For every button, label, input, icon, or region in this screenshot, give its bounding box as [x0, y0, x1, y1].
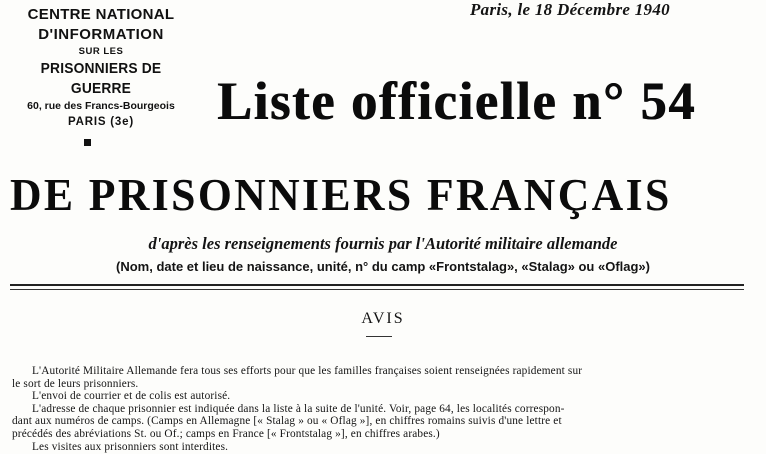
bullet-mark: [84, 139, 91, 146]
org-name-line1: CENTRE NATIONAL: [27, 6, 175, 23]
org-name-line3: SUR LES: [78, 46, 124, 57]
org-address: 60, rue des Francs-Bourgeois: [27, 100, 175, 112]
divider-rule-thick: [10, 284, 744, 286]
notice-body: [12, 365, 747, 453]
notice-paragraph-continuation: le sort de leurs prisonniers.: [12, 377, 139, 390]
notice-paragraph-continuation: précédés des abréviations St. ou Of.; camps en France [« Frontstalag »], en chiffres arabes.): [12, 427, 440, 440]
notice-paragraph-continuation: dant aux numéros de camps. (Camps en Allemagne [« Stalag » ou « Oflag »], en chiffres romains suivis d'une lettre et: [12, 415, 562, 428]
dateline: Paris, le 18 Décembre 1940: [470, 0, 670, 19]
notice-paragraph: L'Autorité Militaire Allemande fera tous ses efforts pour que les familles françaises soient renseignées rapidement sur: [32, 365, 583, 377]
section-heading: AVIS: [361, 310, 405, 327]
notice-paragraph: L'envoi de courrier et de colis est autorisé.: [32, 390, 231, 403]
notice-paragraph: L'adresse de chaque prisonnier est indiquée dans la liste à la suite de l'unité. Voir, page 64, les localités correspon-: [32, 402, 565, 415]
org-name-line4: PRISONNIERS DE GUERRE: [40, 60, 162, 97]
list-title: Liste officielle n° 54: [217, 71, 697, 131]
organization-block: [8, 4, 194, 131]
org-name-line2: D'INFORMATION: [38, 26, 164, 43]
org-city: PARIS (3e): [68, 116, 134, 128]
subtitle: d'après les renseignements fournis par l'Autorité militaire allemande: [148, 234, 618, 253]
parenthetical-note: (Nom, date et lieu de naissance, unité, n° du camp «Frontstalag», «Stalag» ou «Oflag»): [116, 259, 650, 274]
notice-paragraph: Les visites aux prisonniers sont interdites.: [32, 440, 229, 453]
divider-rule-thin: [10, 289, 744, 290]
main-title: DE PRISONNIERS FRANÇAIS: [10, 169, 672, 220]
heading-underline: [366, 336, 392, 337]
